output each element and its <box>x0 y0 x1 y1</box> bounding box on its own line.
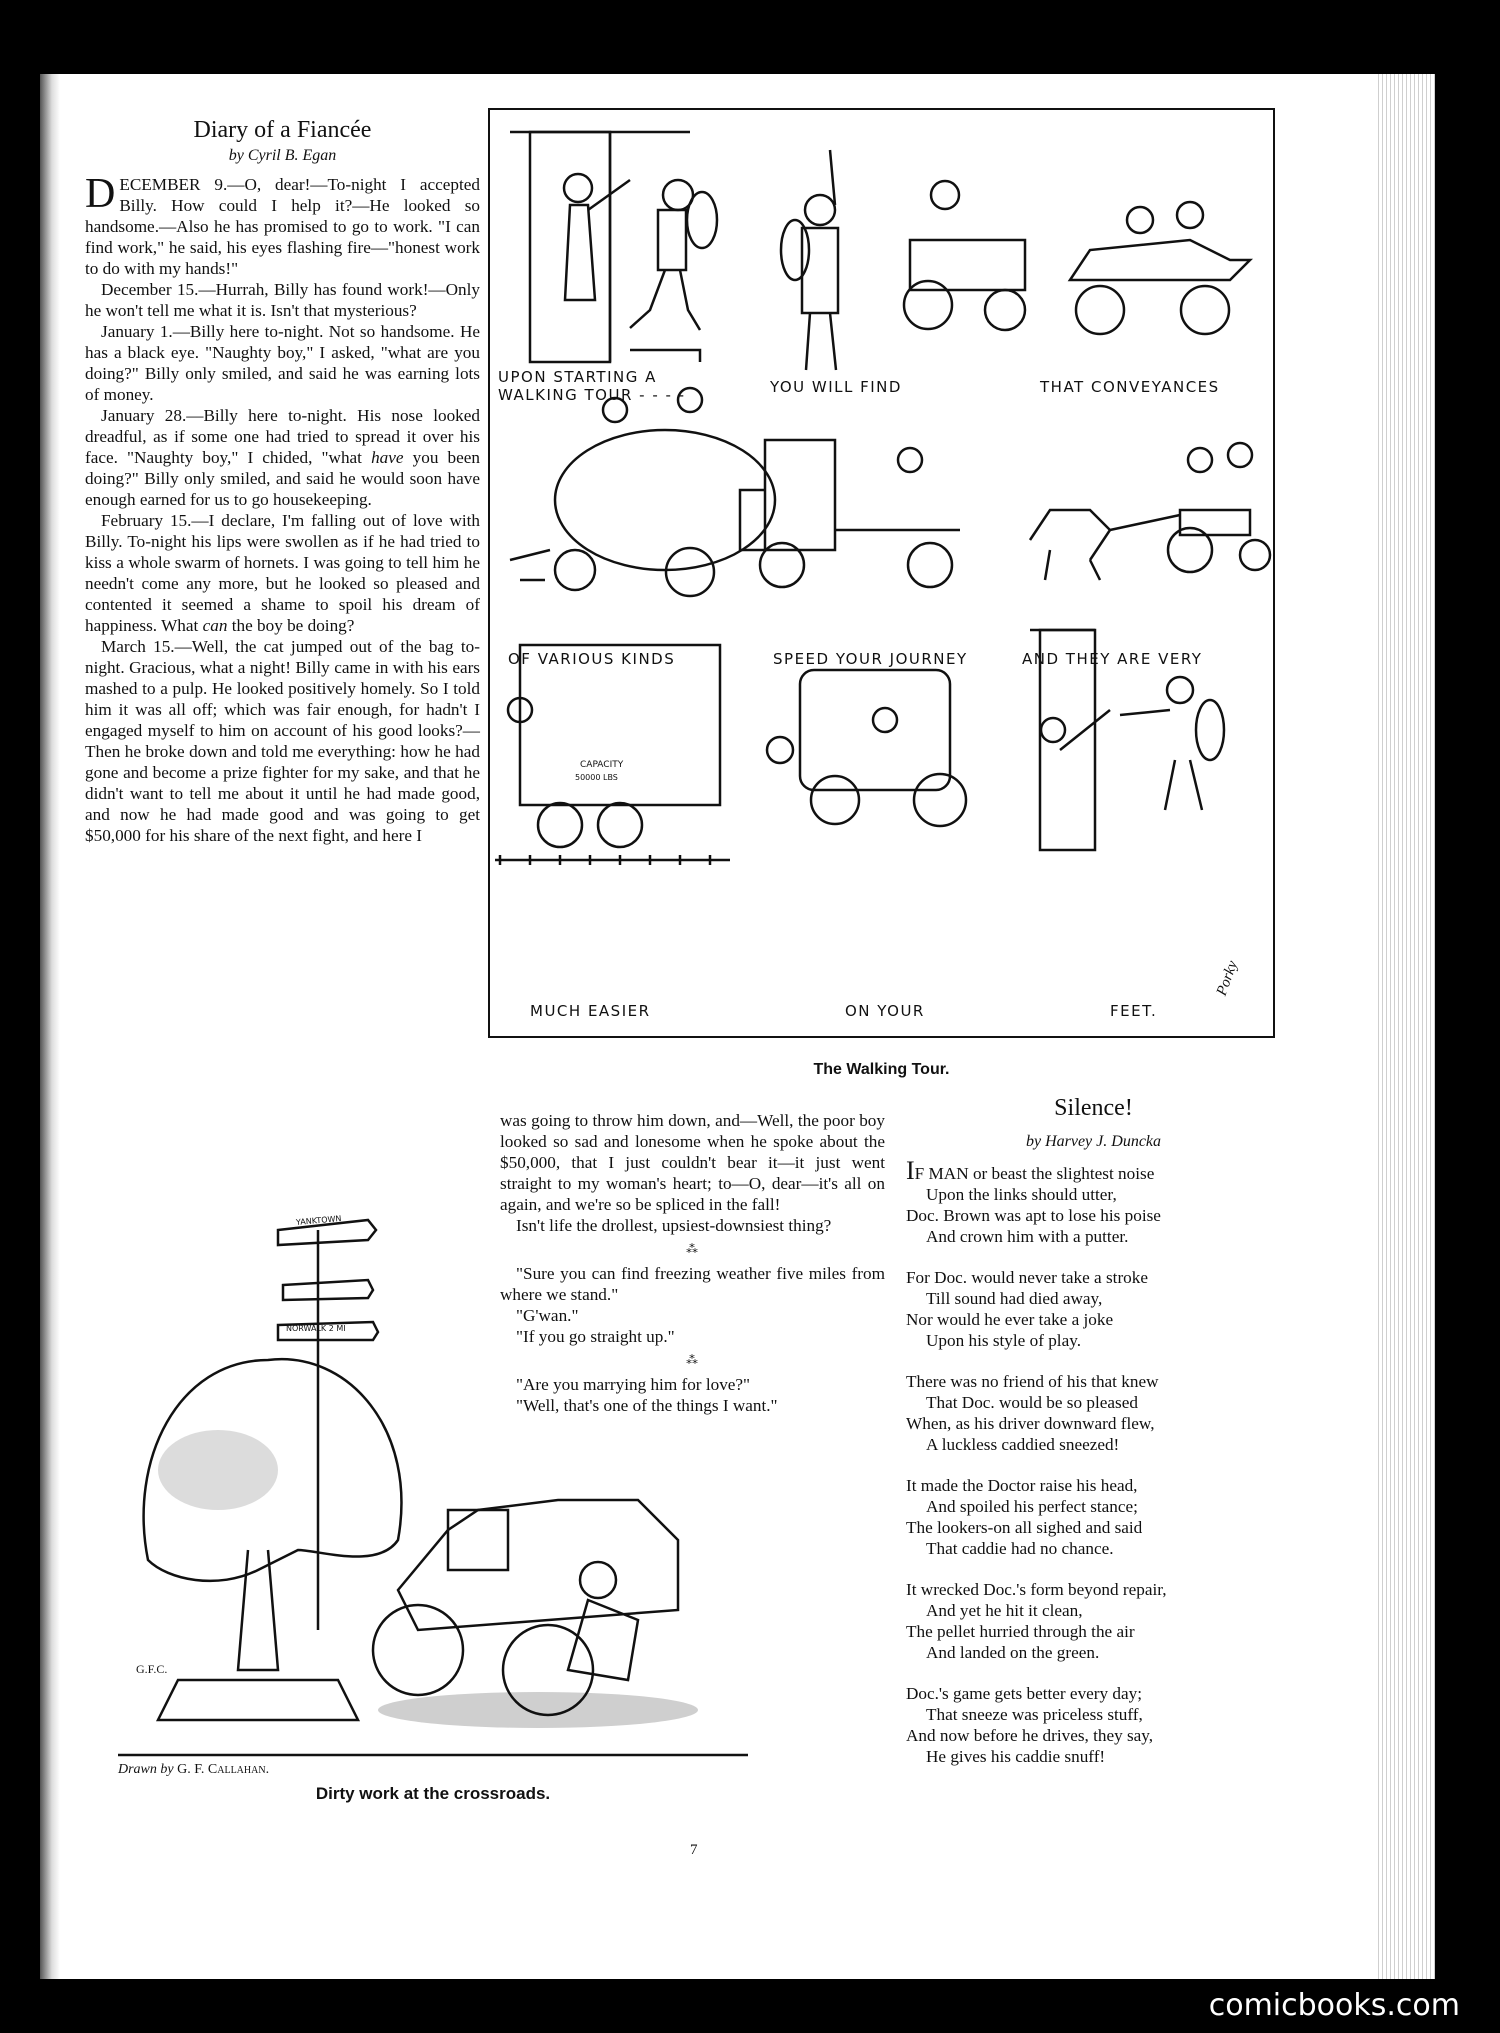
page-gutter <box>40 74 60 1979</box>
poem-line: There was no friend of his that knew <box>906 1372 1159 1391</box>
freight-car-icon <box>520 645 720 805</box>
woman-head-icon <box>564 174 592 202</box>
comic-panel-caption: MUCH EASIER <box>530 1002 651 1020</box>
site-watermark: comicbooks.com <box>1208 1988 1460 2023</box>
poem-line: And spoiled his perfect stance; <box>926 1497 1138 1516</box>
taxi-icon <box>800 670 950 790</box>
touring-car-icon <box>1070 240 1250 280</box>
comic-caption: The Walking Tour. <box>813 1061 950 1078</box>
poem-line: It wrecked Doc.'s form beyond repair, <box>906 1580 1167 1599</box>
drop-cap: I <box>906 1156 915 1185</box>
poem-line: A luckless caddied sneezed! <box>926 1435 1120 1454</box>
poem-stanza <box>906 1579 1281 1663</box>
poem-stanza <box>906 1267 1281 1351</box>
joke-line: "G'wan." <box>516 1306 579 1325</box>
joke-line: "Well, that's one of the things I want." <box>516 1396 778 1415</box>
section-separator: ⁂ <box>686 1353 699 1367</box>
freight-label: CAPACITY <box>580 760 624 770</box>
poem-line: He gives his caddie snuff! <box>926 1747 1106 1766</box>
illustration-credit: Drawn by G. F. Callahan. <box>118 1762 270 1777</box>
joke-line: "Are you marrying him for love?" <box>516 1375 751 1394</box>
comic-panel-caption: OF VARIOUS KINDS <box>508 650 676 668</box>
joke-line: "Sure you can find freezing weather five miles from where we stand." <box>500 1264 885 1304</box>
poem-line: That sneeze was priceless stuff, <box>926 1705 1143 1724</box>
wheel-icon <box>904 281 952 329</box>
crossroads-artwork <box>118 1210 748 1758</box>
comic-artwork <box>490 110 1273 1036</box>
car-body-icon <box>910 240 1025 290</box>
illustration-signature: G.F.C. <box>136 1662 168 1676</box>
drop-cap: D <box>85 171 116 217</box>
poem-line: Upon his style of play. <box>926 1331 1081 1350</box>
comic-panel-caption: AND THEY ARE VERY <box>1022 650 1203 668</box>
backpack-icon <box>687 192 717 248</box>
diary-paragraph: March 15.—Well, the cat jumped out of the bag to-night. Gracious, what a night! Billy came in with his ears mashed to a pulp. He looked positively homely. So I told him it was all off; which was fair enough, for hadn't I engaged myself to him on account of his good looks?—Then he broke down and told me everything: how he had gone and become a prize fighter for my sake, and that he didn't want to tell me about it until he had made good, and now he had made good and was going to get $50,000 for his share of the next fight, and here I <box>85 637 480 845</box>
poem-line: The pellet hurried through the air <box>906 1622 1135 1641</box>
poem-line: When, as his driver downward flew, <box>906 1414 1155 1433</box>
comic-panel-caption: THAT CONVEYANCES <box>1040 378 1220 396</box>
poem-line: That caddie had no chance. <box>926 1539 1114 1558</box>
poem-line: And now before he drives, they say, <box>906 1726 1154 1745</box>
diary-title: Diary of a Fiancée <box>193 117 372 143</box>
poem-stanza <box>906 1371 1281 1455</box>
diary-paragraph: February 15.—I declare, I'm falling out of love with Billy. To-night his lips were swollen as if he had tried to kiss a whole swarm of hornets. I was going to tell him he needn't come any more, but he looked so pleased and contented it seemed a shame to spoil his dream of happiness. What can the boy be doing? <box>85 511 480 635</box>
poem-line: The lookers-on all sighed and said <box>906 1518 1143 1537</box>
poem-line: And crown him with a putter. <box>926 1227 1129 1246</box>
diary-paragraph: December 15.—Hurrah, Billy has found work!—Only he won't tell me what it is. Isn't that mysterious? <box>85 280 480 320</box>
diary-paragraph: Isn't life the drollest, upsiest-downsiest thing? <box>516 1216 832 1235</box>
poem-title: Silence! <box>1054 1095 1133 1121</box>
poem-line: And yet he hit it clean, <box>926 1601 1083 1620</box>
poem-line: That Doc. would be so pleased <box>926 1393 1138 1412</box>
crossroads-illustration <box>118 1210 748 1758</box>
diary-paragraph: DECEMBER 9.—O, dear!—To-night I accepted Billy. How could I help it?—He looked so handsome.—Also he has promised to go to work. "I can find work," he said, his eyes flashing fire—"honest work to do with my hands!" <box>85 171 480 278</box>
comic-panel-caption: WALKING TOUR - - - - <box>498 386 686 404</box>
poem-stanza <box>906 1475 1281 1559</box>
walking-tour-comic <box>488 108 1275 1038</box>
poem-stanza <box>906 1683 1281 1767</box>
poem-stanza <box>906 1156 1281 1247</box>
silence-poem <box>906 1095 1281 1787</box>
wheel-icon <box>373 1605 463 1695</box>
page-edges <box>1375 74 1435 1979</box>
comic-panel-caption: FEET. <box>1110 1002 1158 1020</box>
mechanic-head-icon <box>580 1562 616 1598</box>
comic-panel-caption: SPEED YOUR JOURNEY <box>773 650 968 668</box>
horse-icon <box>1030 510 1110 580</box>
joke-line: "If you go straight up." <box>516 1327 675 1346</box>
poem-line: Till sound had died away, <box>926 1289 1103 1308</box>
poem-line: IF MAN or beast the slightest noise <box>906 1156 1155 1185</box>
freight-label: 50000 LBS <box>575 773 618 782</box>
sign-text: NORWALK 2 MI <box>286 1324 346 1333</box>
poem-line: Upon the links should utter, <box>926 1185 1117 1204</box>
diary-paragraph: January 28.—Billy here to-night. His nose looked dreadful, as if some one had tried to spread it over his face. "Naughty boy," I chided, "what have you been doing?" Billy only smiled, and said he would soon have enough earned for us to go housekeeping. <box>85 406 480 509</box>
poem-line: It made the Doctor raise his head, <box>906 1476 1138 1495</box>
poem-line: Doc.'s game gets better every day; <box>906 1684 1142 1703</box>
comic-panel-caption: ON YOUR <box>845 1002 925 1020</box>
illustration-caption: Dirty work at the crossroads. <box>315 1784 551 1803</box>
comic-panel-caption: UPON STARTING A <box>498 368 657 386</box>
doorway-icon <box>530 132 610 362</box>
poem-line: Nor would he ever take a joke <box>906 1310 1114 1329</box>
diary-article <box>85 117 480 846</box>
poem-byline: by Harvey J. Duncka <box>1025 1133 1162 1150</box>
sign-text: YANKTOWN <box>295 1214 342 1227</box>
diary-paragraph: was going to throw him down, and—Well, the poor boy looked so sad and lonesome when he spoke about the $50,000, that I just couldn't bear it—it just went straight to my woman's heart; to—O, dear—it's all on again, and we're so be spliced in the fall! <box>500 1111 885 1214</box>
poem-line: For Doc. would never take a stroke <box>906 1268 1148 1287</box>
diary-byline: by Cyril B. Egan <box>228 147 337 164</box>
comic-panel-caption: YOU WILL FIND <box>770 378 902 396</box>
poem-line: Doc. Brown was apt to lose his poise <box>906 1206 1161 1225</box>
page-number: 7 <box>690 1842 698 1858</box>
poem-line: And landed on the green. <box>926 1643 1100 1662</box>
comic-signature: Porky <box>1213 958 1242 998</box>
section-separator: ⁂ <box>686 1242 699 1256</box>
diary-paragraph: January 1.—Billy here to-night. Not so handsome. He has a black eye. "Naughty boy," I asked, "what are you doing?" Billy only smiled, and said he was earning lots of money. <box>85 322 480 404</box>
